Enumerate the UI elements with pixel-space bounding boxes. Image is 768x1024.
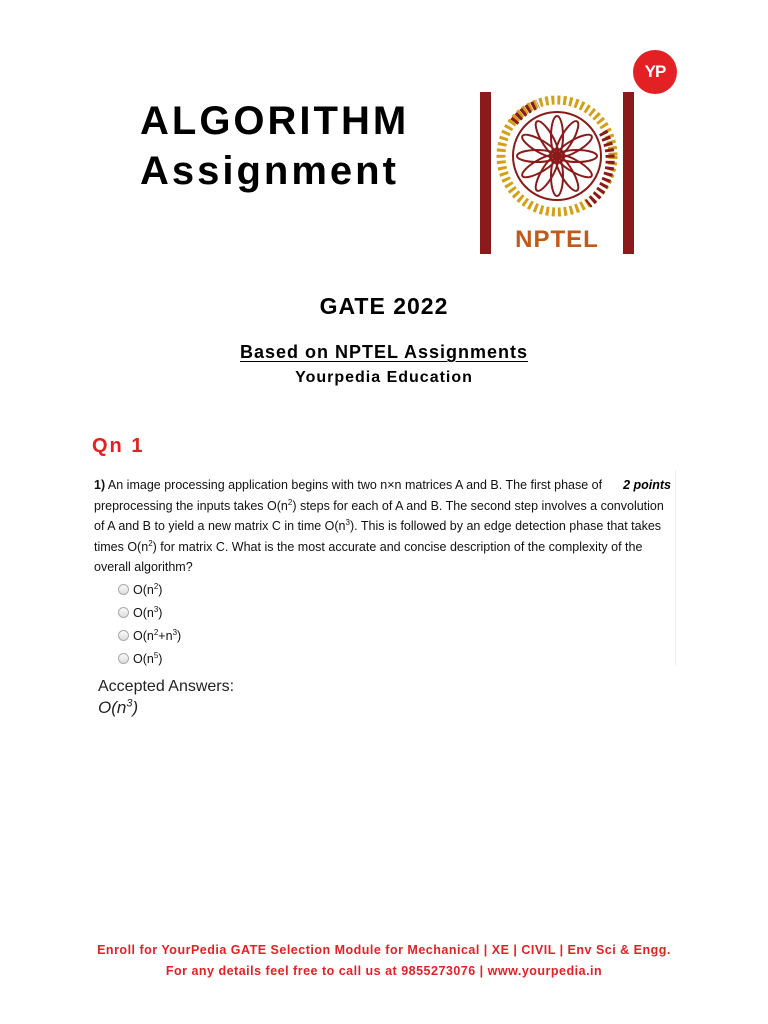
question-text-part-3: ). This is followed by an edge detection phase that takes times O(n	[94, 519, 662, 554]
footer	[0, 940, 768, 982]
answer-options	[118, 578, 181, 670]
option-2-sup: 3	[153, 604, 159, 614]
option-4-text: O(n	[133, 651, 154, 666]
option-3-close: )	[177, 628, 182, 643]
question-card	[91, 470, 676, 665]
option-3-sup: 2	[153, 627, 159, 637]
accepted-answers-label: Accepted Answers:	[98, 678, 235, 695]
accepted-answer-text: O(n	[98, 698, 127, 717]
question-text-part-4: ) for matrix C. What is the most accurate and concise description of the complexity of the overall algorithm?	[94, 539, 643, 574]
title-line-1: ALGORITHM	[140, 99, 410, 143]
title-line-2: Assignment	[140, 149, 399, 193]
footer-line-2: For any details feel free to call us at 9855273076 | www.yourpedia.in	[165, 964, 603, 978]
question-label: Qn 1	[92, 435, 145, 457]
option-1-sup: 2	[153, 581, 159, 591]
option-1-label	[133, 583, 162, 597]
nptel-logo	[478, 92, 636, 254]
accepted-answer-close: )	[132, 698, 139, 717]
option-2-label	[133, 606, 162, 620]
question-text-part-1: An image processing application begins with two n×n matrices A and B. The first phase of preprocessing the inputs takes O(n	[94, 478, 603, 513]
option-1-close: )	[158, 582, 163, 597]
based-on-heading	[0, 342, 768, 363]
question-text	[94, 475, 674, 578]
option-3-mid: +n	[158, 628, 173, 643]
option-2[interactable]	[118, 601, 181, 624]
question-sup-1: 2	[287, 497, 293, 507]
option-3[interactable]	[118, 624, 181, 647]
option-4-label	[133, 652, 162, 666]
question-points: 2 points	[623, 478, 671, 492]
option-2-close: )	[158, 605, 163, 620]
option-4-close: )	[158, 651, 163, 666]
option-3-label	[133, 629, 181, 643]
nptel-logo-text: NPTEL	[515, 226, 599, 253]
question-sup-3: 2	[148, 538, 153, 548]
option-4-radio[interactable]	[118, 653, 129, 664]
document-title	[140, 96, 410, 196]
option-3-sup-2: 3	[172, 627, 178, 637]
accepted-answer-sup: 3	[126, 697, 133, 710]
based-on-text: Based on NPTEL Assignments	[239, 342, 529, 362]
gate-title: GATE 2022	[319, 293, 449, 319]
option-2-radio[interactable]	[118, 607, 129, 618]
education-subtitle: Yourpedia Education	[295, 369, 473, 386]
question-sup-2: 3	[345, 517, 350, 527]
question-number: 1)	[94, 478, 106, 492]
option-4[interactable]	[118, 647, 181, 670]
yourpedia-logo: YP	[633, 50, 677, 94]
option-1-text: O(n	[133, 582, 154, 597]
option-1-radio[interactable]	[118, 584, 129, 595]
option-3-text: O(n	[133, 628, 154, 643]
option-3-radio[interactable]	[118, 630, 129, 641]
option-4-sup: 5	[153, 650, 159, 660]
footer-line-1: Enroll for YourPedia GATE Selection Module for Mechanical | XE | CIVIL | Env Sci & Engg.	[97, 943, 671, 957]
question-text-part-2: ) steps for each of A and B. The second step involves a convolution of A and B to yield a new matrix C in time O(n	[94, 498, 664, 533]
option-2-text: O(n	[133, 605, 154, 620]
accepted-answer-value	[98, 698, 138, 718]
option-1[interactable]	[118, 578, 181, 601]
